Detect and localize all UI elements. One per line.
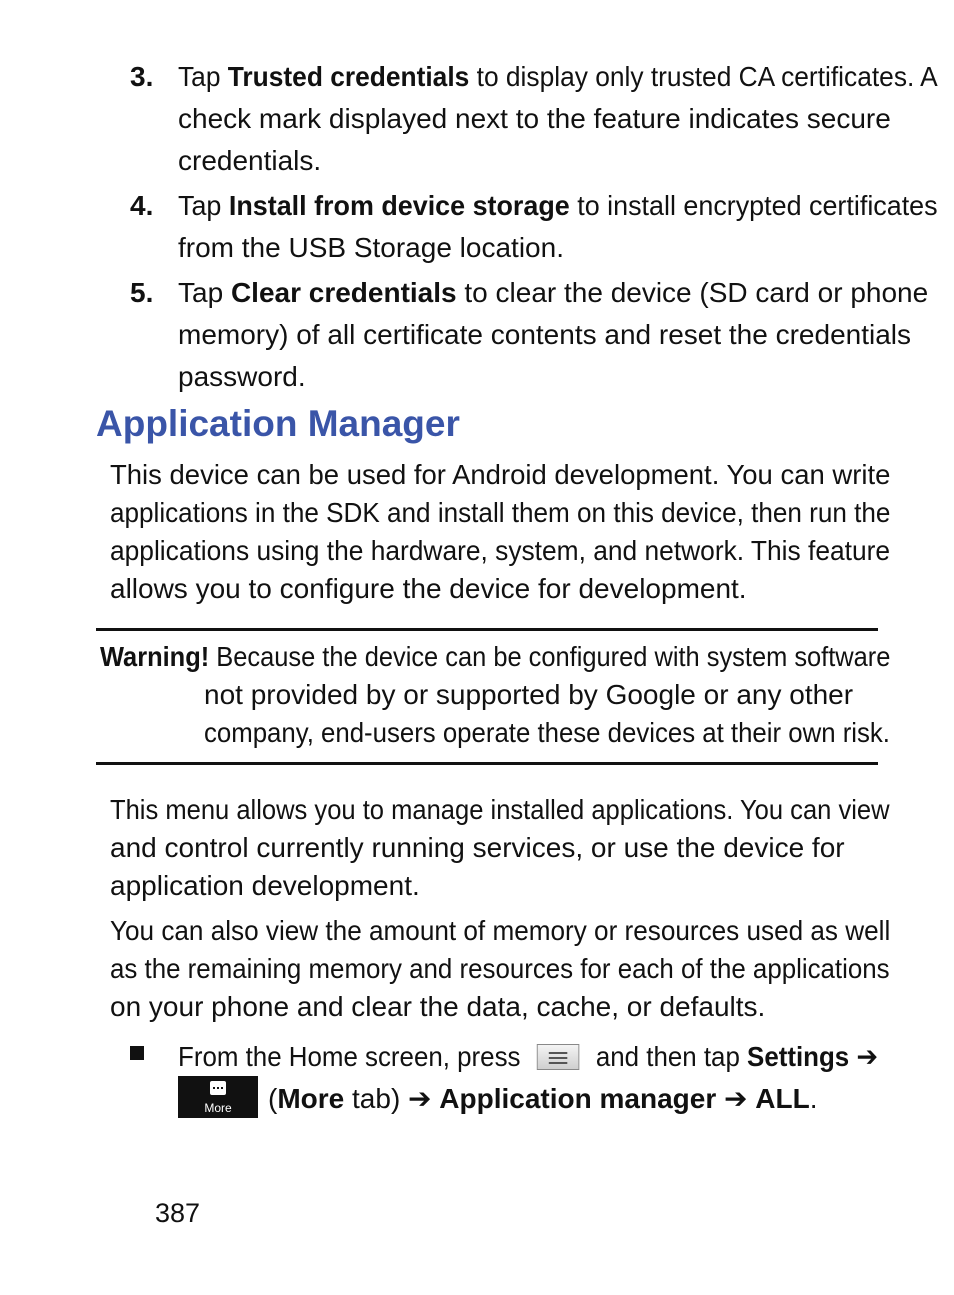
step-number: 5. [130, 277, 154, 308]
menu-key-icon [537, 1044, 580, 1070]
step-number: 3. [130, 61, 154, 92]
option-name: Install from device storage [228, 190, 570, 221]
paragraph-manage: This menu allows you to manage installed applications. You can view and control currently running services, or use the device for application development. [110, 794, 890, 901]
warning-bottom-rule [96, 762, 878, 765]
section-title: Application Manager [96, 403, 460, 444]
application-manager-label: Application manager [439, 1083, 717, 1114]
step-number: 4. [130, 190, 154, 221]
intro-paragraph: This device can be used for Android development. You can write applications in the SDK and install them on this device, then run the applications using the hardware, system, and network. This feature allows you to configure the device for development. [110, 459, 891, 604]
settings-label: Settings [747, 1041, 850, 1072]
warning-label: Warning! [100, 641, 210, 672]
warning-top-rule [96, 628, 878, 631]
more-dots-icon [210, 1081, 226, 1095]
instruction-bullet: From the Home screen, press and then tap Settings ➔ More (More tab) ➔ Application manager ➔ ALL. [178, 1036, 878, 1120]
arrow-icon: ➔ [724, 1083, 748, 1114]
paragraph-memory: You can also view the amount of memory or resources used as well as the remaining memory and resources for each of the applications on your phone and clear the data, cache, or defaults. [110, 915, 891, 1022]
arrow-icon: ➔ [408, 1083, 432, 1114]
more-tab-icon [178, 1076, 258, 1118]
page-number: 387 [155, 1198, 201, 1228]
option-name: Clear credentials [230, 277, 457, 308]
step-text: Tap Trusted credentials to display only trusted CA certificates. A check mark displayed next to the feature indicates secure credentials. [178, 61, 938, 176]
arrow-icon: ➔ [856, 1041, 879, 1072]
option-name: Trusted credentials [227, 61, 470, 92]
all-label: ALL [755, 1083, 810, 1114]
step-text: Tap Install from device storage to install encrypted certificates from the USB Storage location. [178, 190, 938, 263]
bullet-square-icon [130, 1046, 144, 1060]
more-icon-label: More [204, 1100, 232, 1115]
warning-box: Warning! Because the device can be configured with system software not provided by or supported by Google or any other company, end-users operate these devices at their own risk. [100, 641, 891, 748]
step-text: Tap Clear credentials to clear the device (SD card or phone memory) of all certificate contents and reset the credentials password. [178, 277, 929, 392]
more-label: More [277, 1083, 345, 1114]
